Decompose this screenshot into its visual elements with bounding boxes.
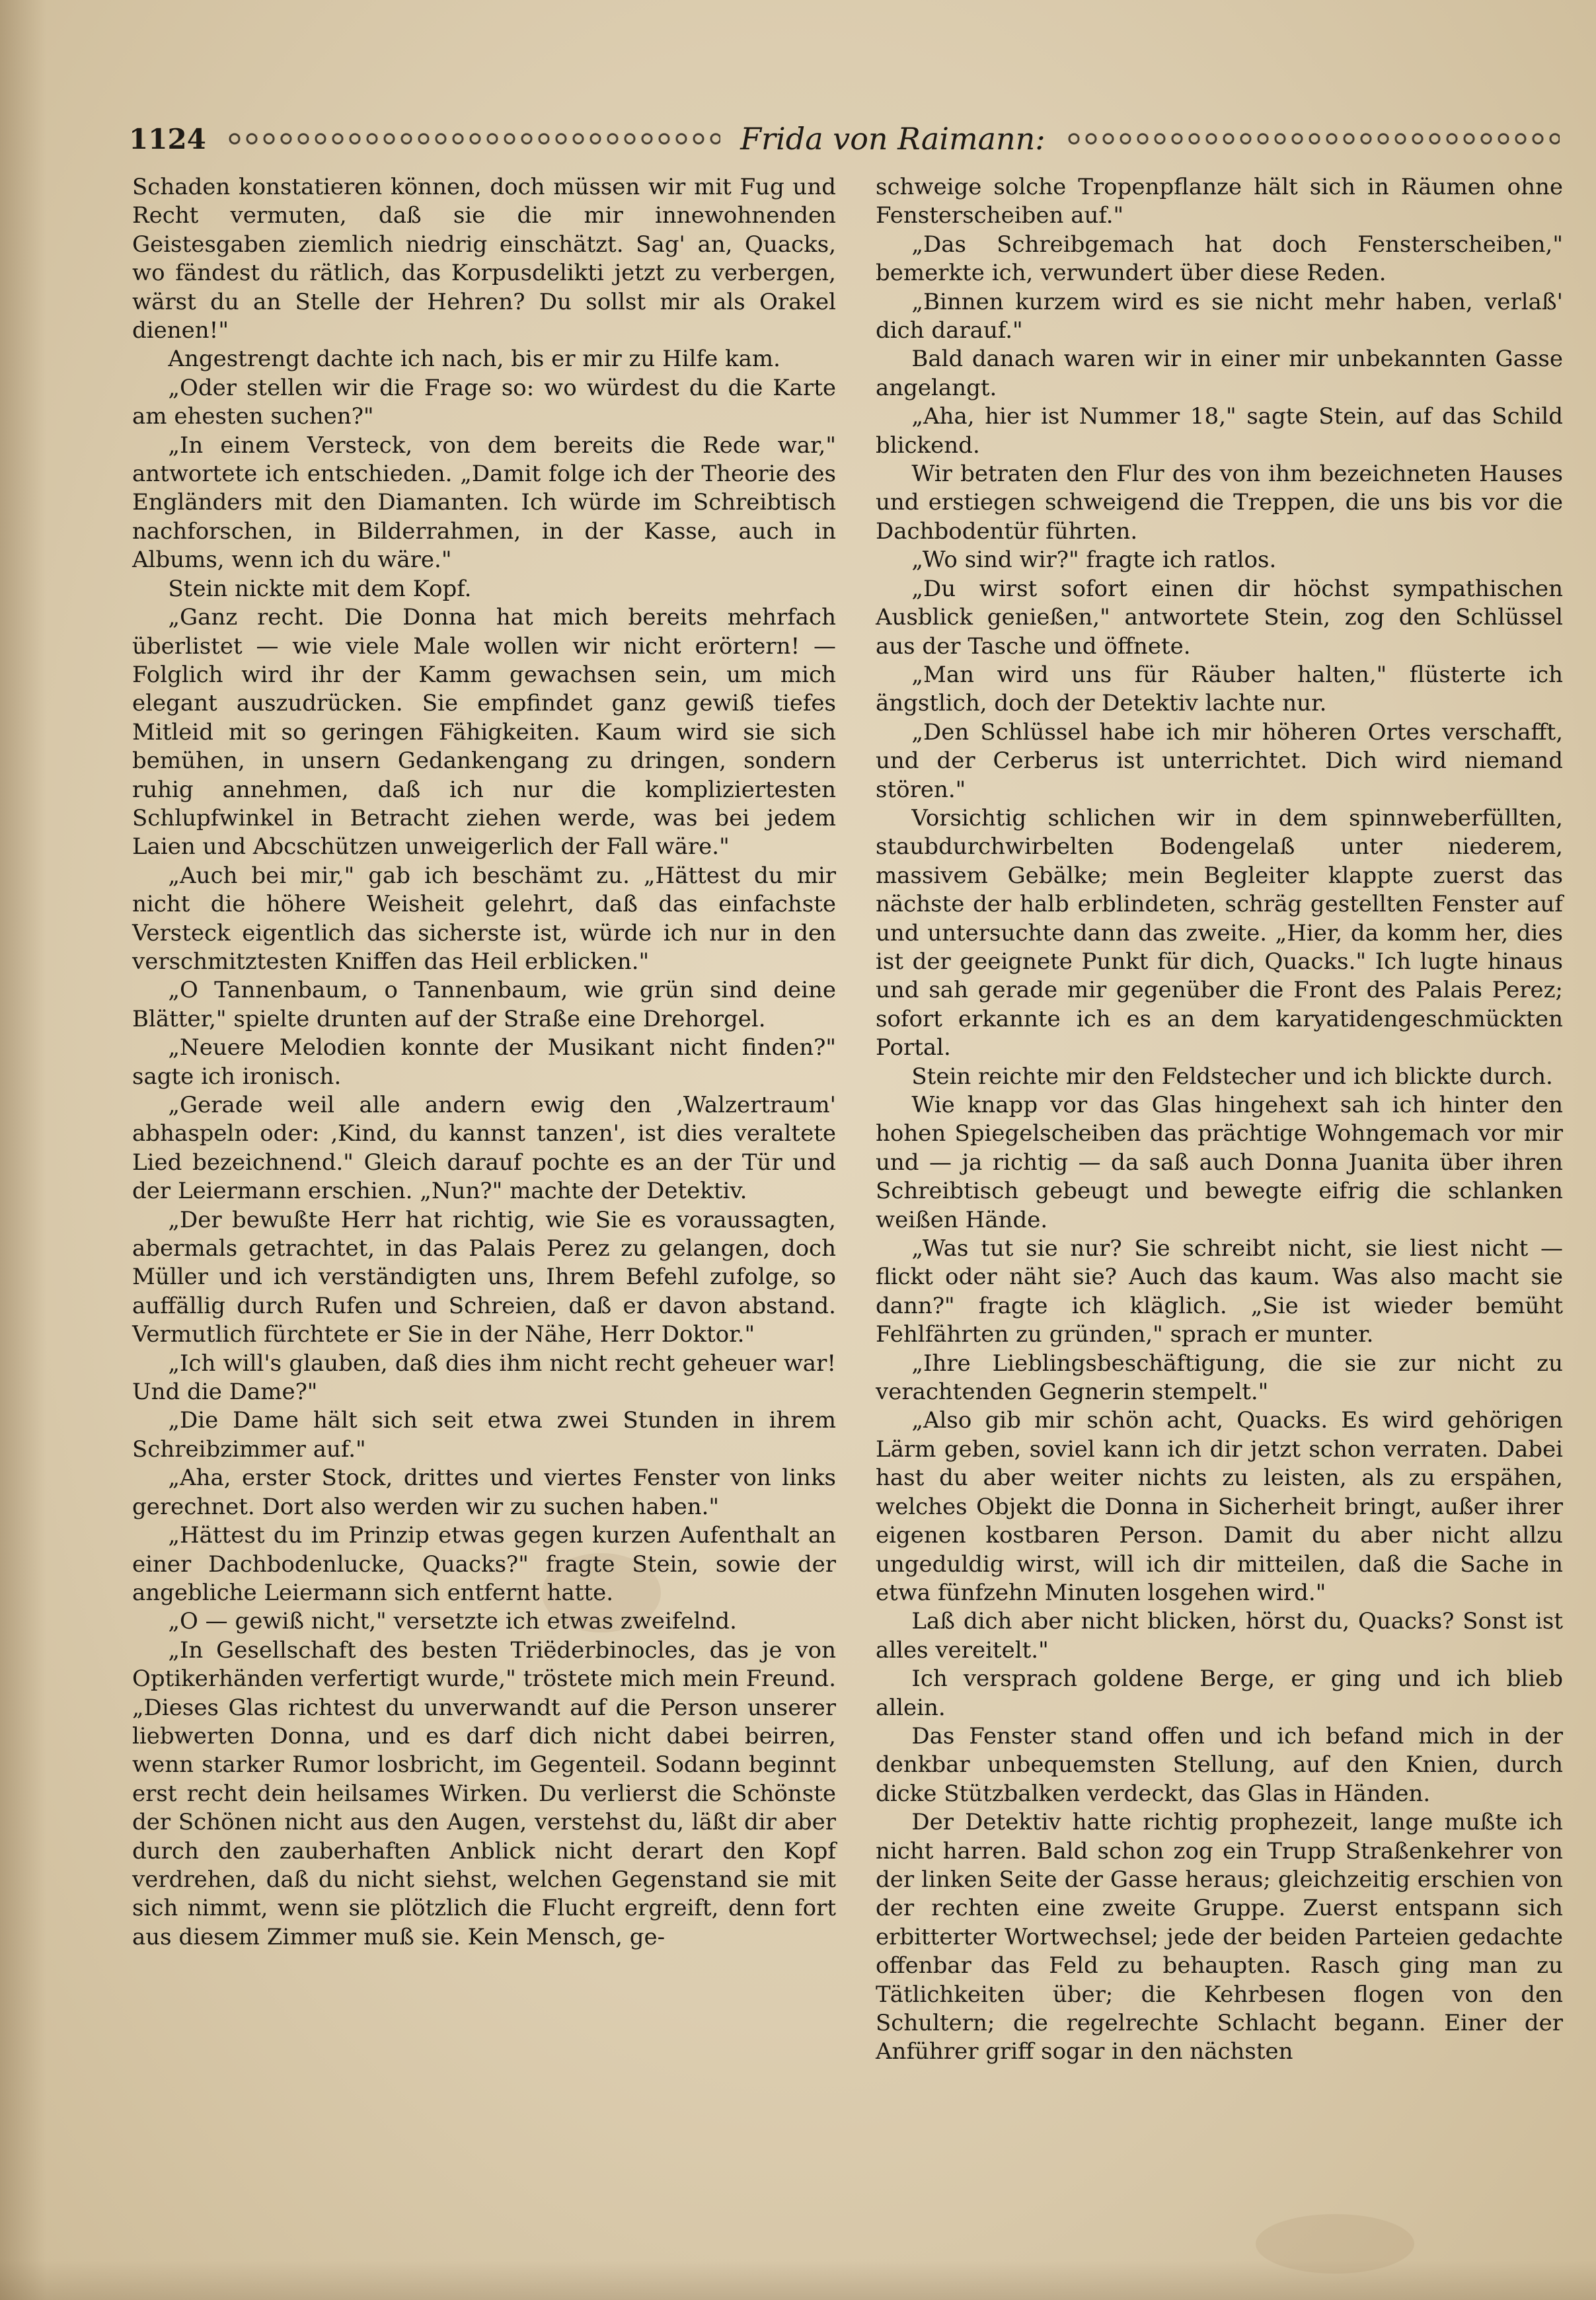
ornament-rule-left (226, 132, 720, 146)
right-column (876, 173, 1563, 2067)
paragraph: „O Tannenbaum, o Tannenbaum, wie grün sind deine Blätter," spielte drunten auf der Straße eine Drehorgel. (132, 977, 836, 1032)
paragraph: Ich versprach goldene Berge, er ging und ich blieb allein. (876, 1666, 1563, 1721)
paragraph: „Neuere Melodien konnte der Musikant nicht finden?" sagte ich ironisch. (132, 1034, 836, 1090)
paragraph: „Den Schlüssel habe ich mir höheren Ortes verschafft, und der Cerberus ist unterrichtet. Dich wird niemand stören." (876, 718, 1563, 803)
paragraph: Wir betraten den Flur des von ihm bezeichneten Hauses und erstiegen schweigend die Treppen, die uns bis vor die Dachbodentür führten. (876, 461, 1563, 545)
paragraph: „Das Schreibgemach hat doch Fensterscheiben," bemerkte ich, verwundert über diese Reden. (876, 231, 1563, 287)
paragraph: Das Fenster stand offen und ich befand mich in der denkbar unbequemsten Stellung, auf den Knien, durch dicke Stützbalken verdeckt, das Glas in Händen. (876, 1722, 1563, 1807)
page-number: 1124 (129, 122, 206, 155)
paragraph: „O — gewiß nicht," versetzte ich etwas zweifelnd. (168, 1608, 737, 1635)
paragraph: Angestrengt dachte ich nach, bis er mir zu Hilfe kam. (168, 346, 780, 373)
paragraph: „Also gib mir schön acht, Quacks. Es wird gehörigen Lärm geben, soviel kann ich dir jetzt schon verraten. Dabei hast du aber weiter nichts zu leisten, als zu erspähen, welches Objekt die Donna in Sicherheit bringt, außer ihrer eigenen kostbaren Person. Damit du aber nicht allzu ungeduldig wirst, will ich dir mitteilen, daß die Sache in etwa fünfzehn Minuten losgehen wird." (876, 1407, 1563, 1606)
paragraph: Stein nickte mit dem Kopf. (168, 575, 472, 602)
paragraph: Laß dich aber nicht blicken, hörst du, Quacks? Sonst ist alles vereitelt." (876, 1608, 1563, 1664)
paragraph: „Ihre Lieblingsbeschäftigung, die sie zur nicht zu verachtenden Gegnerin stempelt." (876, 1350, 1563, 1406)
paragraph: „Du wirst sofort einen dir höchst sympathischen Ausblick genießen," antwortete Stein, zog den Schlüssel aus der Tasche und öffnete. (876, 575, 1563, 660)
paragraph: „In Gesellschaft des besten Triëderbinocles, das je von Optikerhänden verfertigt wurde," tröstete mich mein Freund. „Dieses Glas richtest du unverwandt auf die Person unserer liebwerten Donna, und es darf dich nicht dabei beirren, wenn starker Rumor losbricht, im Gegenteil. Sodann beginnt erst recht dein heilsames Wirken. Du verlierst die Schönste der Schönen nicht aus den Augen, verstehst du, läßt dir aber durch den zauberhaften Anblick nicht derart den Kopf verdrehen, daß du nicht siehst, welchen Gegenstand sie mit sich nimmt, wenn sie plötzlich die Flucht ergreift, denn fort aus diesem Zimmer muß sie. Kein Mensch, ge- (132, 1636, 836, 1950)
paragraph: Der Detektiv hatte richtig prophezeit, lange mußte ich nicht harren. Bald schon zog ein Trupp Straßenkehrer von der linken Seite der Gasse heraus; gleichzeitig erschien von der rechten eine zweite Gruppe. Zuerst entspann sich erbitterter Wortwechsel; jede der beiden Parteien gedachte offenbar das Feld zu behaupten. Rasch ging man zu Tätlichkeiten über; die Kehrbesen flogen von den Schultern; die regelrechte Schlacht begann. Einer der Anführer griff sogar in den nächsten (876, 1809, 1563, 2065)
paragraph: Vorsichtig schlichen wir in dem spinnweberfüllten, staubdurchwirbelten Bodengelaß unter niederem, massivem Gebälke; mein Begleiter klappte zuerst das nächste der halb erblindeten, schräg gestellten Fenster auf und untersuchte dann das zweite. „Hier, da komm her, dies ist der geeignete Punkt für dich, Quacks." Ich lugte hinaus und sah gerade mir gegenüber die Front des Palais Perez; sofort erkannte ich es an dem karyatidengeschmückten Portal. (876, 804, 1563, 1061)
page-header (129, 116, 1560, 162)
paragraph: „Oder stellen wir die Frage so: wo würdest du die Karte am ehesten suchen?" (132, 374, 836, 430)
paper-stain (1256, 2214, 1414, 2274)
paragraph: Stein reichte mir den Feldstecher und ich blickte durch. (911, 1063, 1553, 1090)
paragraph: schweige solche Tropenpflanze hält sich in Räumen ohne Fensterscheiben auf." (876, 174, 1563, 229)
paragraph: „Hättest du im Prinzip etwas gegen kurzen Aufenthalt an einer Dachbodenlucke, Quacks?" fragte Stein, sowie der angebliche Leiermann sich entfernt hatte. (132, 1522, 836, 1606)
paragraph: Schaden konstatieren können, doch müssen wir mit Fug und Recht vermuten, daß sie die mir innewohnenden Geistesgaben ziemlich niedrig einschätzt. Sag' an, Quacks, wo fändest du rätlich, das Korpusdelikti jetzt zu verbergen, wärst du an Stelle der Hehren? Du sollst mir als Orakel dienen!" (132, 174, 836, 344)
paragraph: Bald danach waren wir in einer mir unbekannten Gasse angelangt. (876, 346, 1563, 401)
ornament-rule-right (1065, 132, 1560, 146)
paragraph: „Binnen kurzem wird es sie nicht mehr haben, verlaß' dich darauf." (876, 288, 1563, 344)
paragraph: „Ganz recht. Die Donna hat mich bereits mehrfach überlistet — wie viele Male wollen wir nicht erörtern! — Folglich wird ihr der Kamm gewachsen sein, um mich elegant auszudrücken. Sie empfindet ganz gewiß tiefes Mitleid mit so geringen Fähigkeiten. Kaum wird sie sich bemühen, in unsern Gedankengang zu dringen, sondern ruhig annehmen, daß ich nur die kompliziertesten Schlupfwinkel in Betracht ziehen werde, was bei jedem Laien und Abcschützen unweigerlich der Fall wäre." (132, 604, 836, 861)
paragraph: „Die Dame hält sich seit etwa zwei Stunden in ihrem Schreibzimmer auf." (132, 1407, 836, 1463)
paragraph: „In einem Versteck, von dem bereits die Rede war," antwortete ich entschieden. „Damit folge ich der Theorie des Engländers mit den Diamanten. Ich würde im Schreibtisch nachforschen, in Bilderrahmen, in der Kasse, auch in Albums, wenn ich du wäre." (132, 432, 836, 574)
paragraph: „Der bewußte Herr hat richtig, wie Sie es voraussagten, abermals getrachtet, in das Palais Perez zu gelangen, doch Müller und ich verständigten uns, Ihrem Befehl zufolge, so auffällig durch Rufen und Schreien, daß er davon abstand. Vermutlich fürchtete er Sie in der Nähe, Herr Doktor." (132, 1206, 836, 1348)
paragraph: „Aha, hier ist Nummer 18," sagte Stein, auf das Schild blickend. (876, 403, 1563, 459)
paragraph: „Gerade weil alle andern ewig den ‚Walzertraum' abhaspeln oder: ‚Kind, du kannst tanzen', ist dies veraltete Lied bezeichnend." Gleich darauf pochte es an der Tür und der Leiermann erschien. „Nun?" machte der Detektiv. (132, 1092, 836, 1205)
paragraph: „Was tut sie nur? Sie schreibt nicht, sie liest nicht — flickt oder näht sie? Auch das kaum. Was also macht sie dann?" fragte ich kläglich. „Sie ist wieder bemüht Fehlfährten zu gründen," sprach er munter. (876, 1235, 1563, 1348)
paragraph: Wie knapp vor das Glas hingehext sah ich hinter den hohen Spiegelscheiben das prächtige Wohngemach vor mir und — ja richtig — da saß auch Donna Juanita über ihren Schreibtisch gebeugt und bewegte eifrig die schlanken weißen Hände. (876, 1092, 1563, 1233)
running-head: Frida von Raimann: (740, 121, 1045, 157)
left-column (132, 173, 836, 1952)
binding-shadow (0, 0, 46, 2300)
paragraph: „Aha, erster Stock, drittes und viertes Fenster von links gerechnet. Dort also werden wir zu suchen haben." (132, 1465, 836, 1520)
paragraph: „Wo sind wir?" fragte ich ratlos. (911, 547, 1277, 574)
paragraph: „Ich will's glauben, daß dies ihm nicht recht geheuer war! Und die Dame?" (132, 1350, 836, 1406)
paragraph: „Auch bei mir," gab ich beschämt zu. „Hättest du mir nicht die höhere Weisheit gelehrt, daß das einfachste Versteck eigentlich das sicherste ist, würde ich nur in den verschmitztesten Kniffen das Heil erblicken." (132, 862, 836, 975)
paragraph: „Man wird uns für Räuber halten," flüsterte ich ängstlich, doch der Detektiv lachte nur. (876, 661, 1563, 717)
